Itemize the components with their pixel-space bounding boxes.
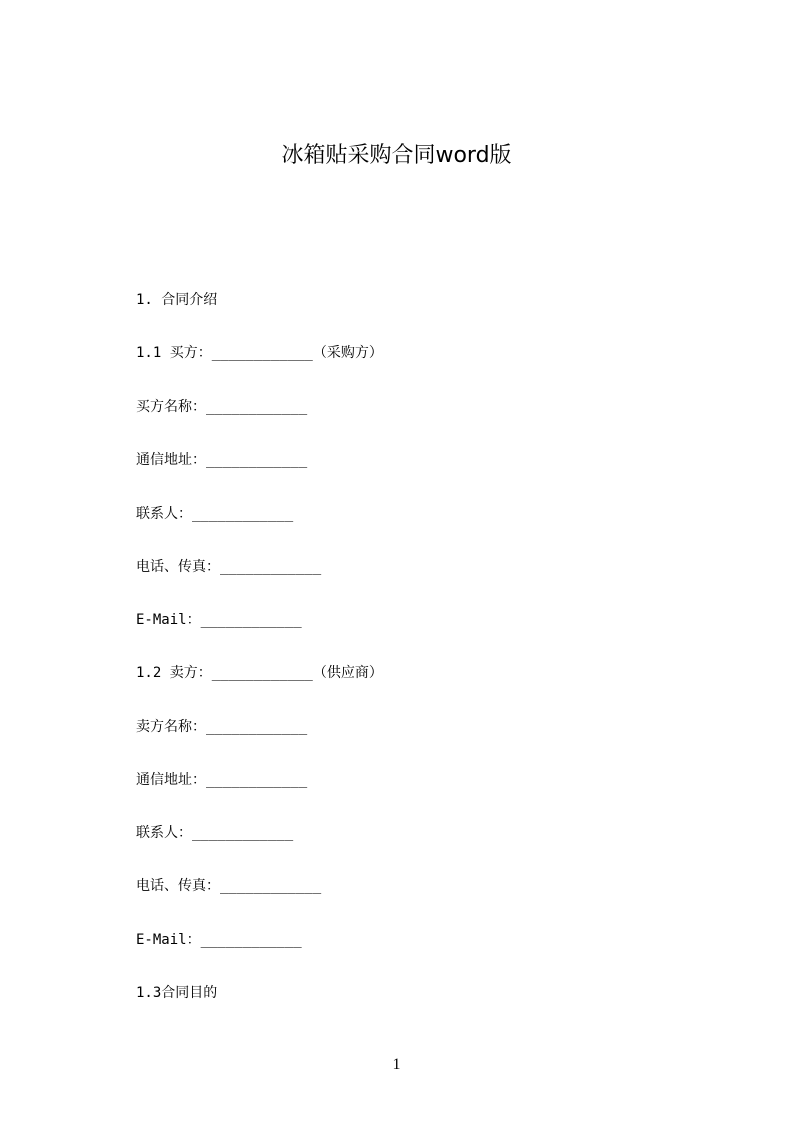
section-heading-contract-purpose: 1.3合同目的 bbox=[136, 985, 218, 1001]
buyer-email-line: E-Mail：____________ bbox=[136, 612, 302, 628]
page-number: 1 bbox=[392, 1056, 401, 1073]
section-heading-contract-intro: 1. 合同介绍 bbox=[136, 292, 218, 308]
seller-contact-line: 联系人：____________ bbox=[136, 825, 294, 841]
buyer-address-line: 通信地址：____________ bbox=[136, 452, 308, 468]
seller-name-line: 卖方名称：____________ bbox=[136, 719, 308, 735]
buyer-phone-fax-line: 电话、传真：____________ bbox=[136, 559, 322, 575]
seller-email-line: E-Mail：____________ bbox=[136, 932, 302, 948]
seller-line: 1.2 卖方：____________（供应商） bbox=[136, 665, 383, 681]
seller-address-line: 通信地址：____________ bbox=[136, 772, 308, 788]
buyer-line: 1.1 买方：____________（采购方） bbox=[136, 345, 383, 361]
seller-phone-fax-line: 电话、传真：____________ bbox=[136, 878, 322, 894]
document-title: 冰箱贴采购合同word版 bbox=[281, 143, 512, 168]
buyer-name-line: 买方名称：____________ bbox=[136, 399, 308, 415]
buyer-contact-line: 联系人：____________ bbox=[136, 506, 294, 522]
